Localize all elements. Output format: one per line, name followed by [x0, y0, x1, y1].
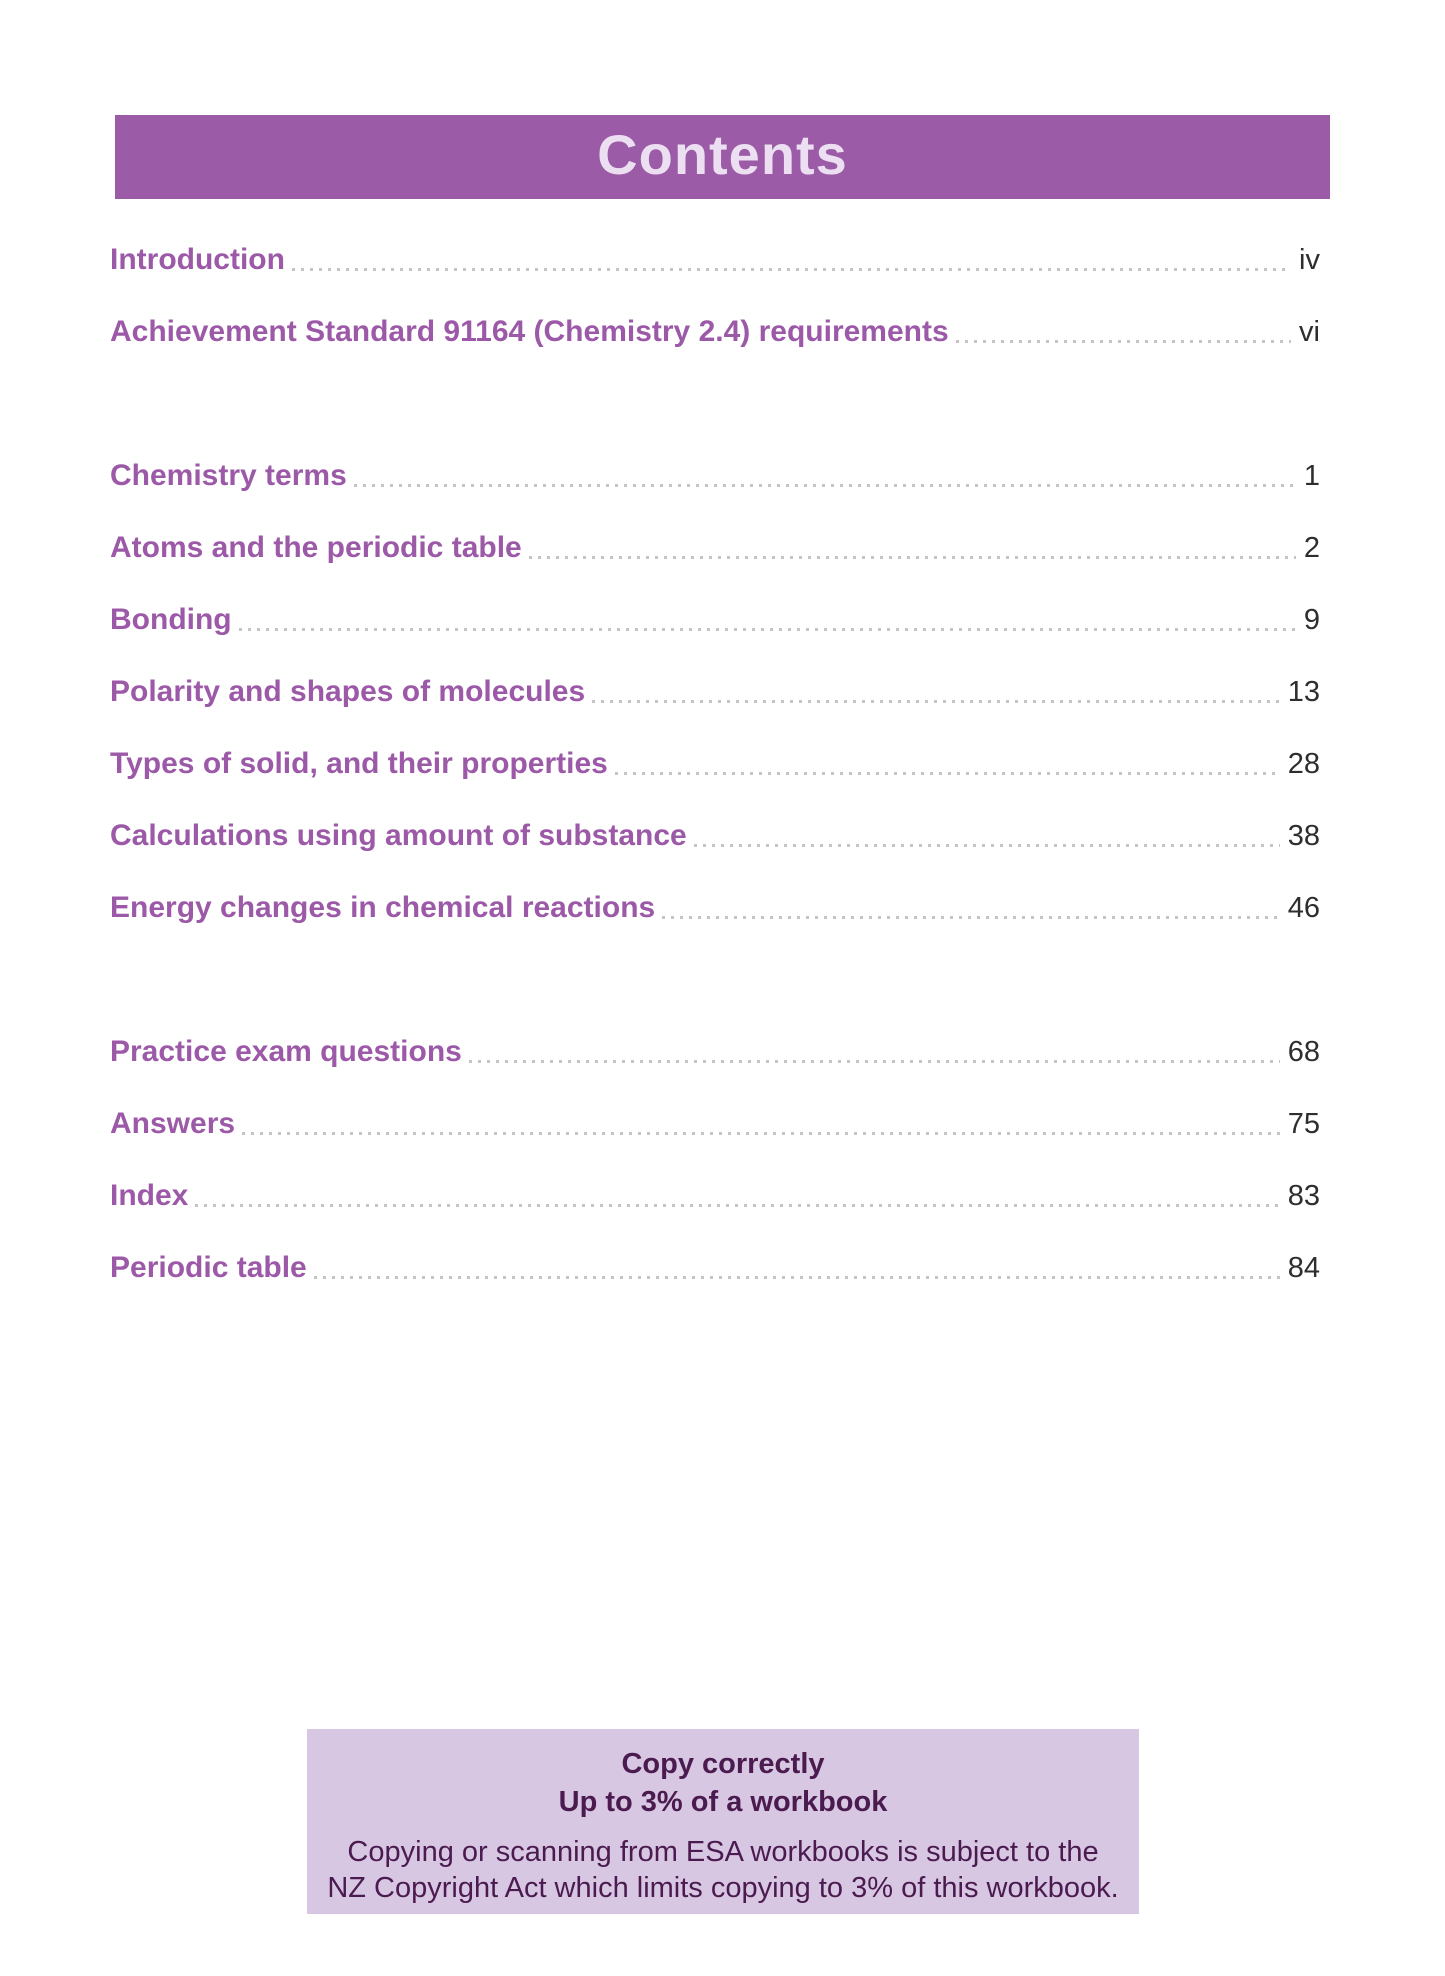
- copyright-notice-box: [307, 1729, 1139, 1914]
- page-title: Contents: [597, 123, 848, 186]
- dotted-leader: [662, 916, 1280, 919]
- toc-entry-label: Index: [110, 1179, 189, 1212]
- toc-entry-calculations-substance: [110, 800, 1320, 872]
- toc-entry-page-number: 46: [1287, 891, 1320, 924]
- dotted-leader: [314, 1276, 1280, 1279]
- toc-entry-label: Atoms and the periodic table: [110, 531, 522, 564]
- dotted-leader: [529, 556, 1296, 559]
- toc-entry-atoms-periodic-table: [110, 512, 1320, 584]
- notice-body-line1: Copying or scanning from ESA workbooks is subject to the: [347, 1836, 1099, 1868]
- toc-entry-chemistry-terms: [110, 440, 1320, 512]
- dotted-leader: [592, 700, 1280, 703]
- toc-entry-label: Types of solid, and their properties: [110, 747, 608, 780]
- toc-entry-polarity-shapes: [110, 656, 1320, 728]
- toc-entry-page-number: 75: [1287, 1107, 1320, 1140]
- toc-entry-label: Energy changes in chemical reactions: [110, 891, 656, 924]
- toc-entry-introduction: [110, 224, 1320, 296]
- toc-entry-label: Periodic table: [110, 1251, 307, 1284]
- toc-entry-answers: [110, 1088, 1320, 1160]
- toc-entry-page-number: 13: [1287, 675, 1320, 708]
- toc-entry-label: Calculations using amount of substance: [110, 819, 687, 852]
- toc-entry-index: [110, 1160, 1320, 1232]
- toc-entry-types-of-solid: [110, 728, 1320, 800]
- dotted-leader: [694, 844, 1280, 847]
- toc-entry-label: Practice exam questions: [110, 1035, 462, 1068]
- dotted-leader: [239, 628, 1296, 631]
- toc-entry-page-number: 28: [1287, 747, 1320, 780]
- toc-entry-label: Bonding: [110, 603, 232, 636]
- notice-body-line2: NZ Copyright Act which limits copying to 3% of this workbook.: [327, 1872, 1119, 1904]
- dotted-leader: [292, 268, 1291, 271]
- toc-entry-page-number: 83: [1287, 1179, 1320, 1212]
- toc-entry-page-number: 38: [1287, 819, 1320, 852]
- dotted-leader: [242, 1132, 1280, 1135]
- toc-entry-label: Achievement Standard 91164 (Chemistry 2.4) requirements: [110, 315, 949, 348]
- toc-entry-page-number: 9: [1303, 603, 1320, 636]
- toc-entry-page-number: vi: [1299, 315, 1320, 348]
- dotted-leader: [956, 340, 1291, 343]
- dotted-leader: [469, 1060, 1280, 1063]
- toc-entry-label: Introduction: [110, 243, 285, 276]
- toc-entry-bonding: [110, 584, 1320, 656]
- table-of-contents: [110, 224, 1320, 1304]
- notice-subheading: Up to 3% of a workbook: [558, 1786, 888, 1818]
- toc-entry-label: Polarity and shapes of molecules: [110, 675, 586, 708]
- toc-entry-periodic-table: [110, 1232, 1320, 1304]
- toc-entry-page-number: 68: [1287, 1035, 1320, 1068]
- dotted-leader: [195, 1204, 1279, 1207]
- contents-header-bar: [115, 115, 1330, 199]
- notice-heading: Copy correctly: [621, 1748, 825, 1780]
- toc-entry-page-number: 84: [1287, 1251, 1320, 1284]
- toc-entry-energy-changes: [110, 872, 1320, 944]
- toc-entry-achievement-standard: [110, 296, 1320, 368]
- toc-entry-page-number: iv: [1299, 243, 1320, 276]
- toc-entry-label: Chemistry terms: [110, 459, 347, 492]
- toc-entry-page-number: 1: [1303, 459, 1320, 492]
- dotted-leader: [615, 772, 1280, 775]
- toc-entry-page-number: 2: [1303, 531, 1320, 564]
- toc-entry-label: Answers: [110, 1107, 236, 1140]
- dotted-leader: [354, 484, 1296, 487]
- toc-entry-practice-exam-questions: [110, 1016, 1320, 1088]
